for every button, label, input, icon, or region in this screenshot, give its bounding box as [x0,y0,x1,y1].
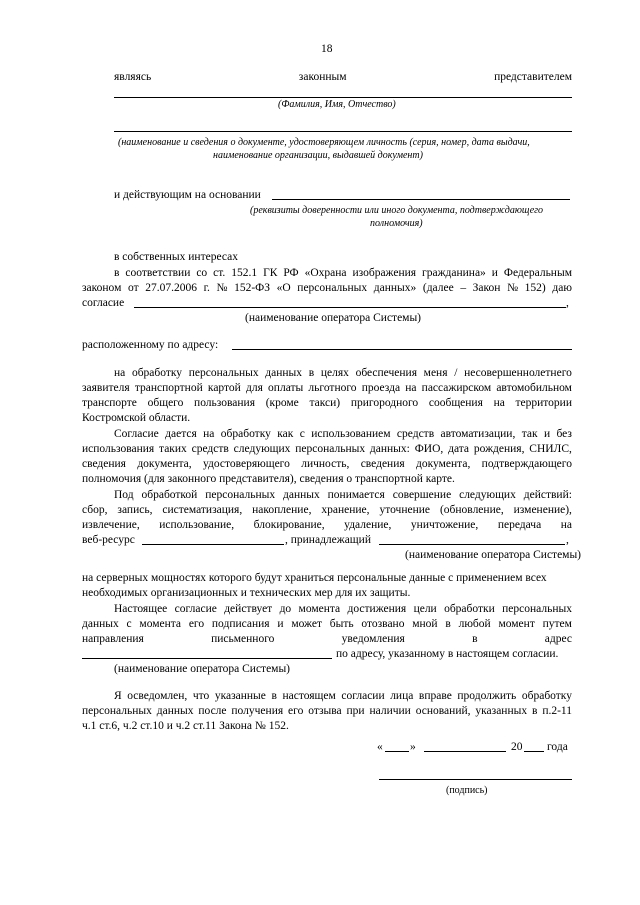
word: персональных [502,603,572,615]
word: обеспечения [355,367,417,379]
word: / [454,367,458,379]
word: документа, [416,458,471,470]
word: использования [82,443,155,455]
word: может [291,618,322,630]
word: сообщения [428,397,483,409]
word: гражданина» [422,267,486,279]
word: в [271,690,277,702]
word: г. [203,282,210,294]
word: передача [497,519,542,531]
word: личность, [301,458,350,470]
word: настоящем [282,690,336,702]
word: проезда [361,382,401,394]
word: осведомлен, [127,690,188,702]
consent-end: , [566,297,569,309]
address-line[interactable] [232,349,572,350]
word: согласии [341,690,385,702]
word: Федеральным [503,267,572,279]
date-day-line[interactable] [385,751,409,752]
word: указанных [475,705,528,717]
purpose-line-1 [114,366,572,380]
word: изменение), [513,504,572,516]
address-sent: по адресу, указанному в настоящем согласии. [336,648,559,660]
valid-line-1 [114,602,572,616]
processing-line-2 [82,503,572,517]
own-interests: в собственных интересах [114,251,238,263]
word: меня [423,367,448,379]
word: обработки [444,603,495,615]
page-number: 18 [321,43,333,55]
word: 27.07.2006 [145,282,197,294]
word: в [114,267,120,279]
word: 152-ФЗ [234,282,271,294]
word: подписания [211,618,270,630]
date-year-prefix: 20 [511,741,523,753]
word: уничтожение, [410,519,479,531]
word: блокирование, [253,519,325,531]
purpose-line-4: Костромской области. [82,412,191,424]
servers-line-1: на серверных мощностях которого будут храниться персональные данные с применением всех [82,572,547,584]
word: сведения [82,458,126,470]
word: использованием [311,428,391,440]
word: извлечение, [82,519,140,531]
informed-line-2 [82,704,572,718]
word: систематизация, [162,504,243,516]
address-label: расположенному по адресу: [82,339,219,351]
word: пассажирском [421,382,492,394]
word: для [245,382,263,394]
word: момента [298,603,341,615]
consent-line-1 [114,427,572,441]
webresource-label: веб-ресурс [82,534,135,546]
word: момент [498,618,535,630]
word: в [531,705,538,717]
word: данных: [369,443,410,455]
law-line-2 [82,281,572,295]
word: и [491,267,498,279]
word: заявителя [82,382,130,394]
operator-caption-3: (наименование оператора Системы) [114,663,291,675]
purpose-line-3 [82,396,572,410]
word: оснований, [415,705,471,717]
word: в [308,367,315,379]
word: персональных [82,705,152,717]
word: с [299,428,305,440]
word: уточнение [379,504,431,516]
word: адрес [544,633,572,645]
word: 152.1 [231,267,258,279]
word: законным [298,71,347,83]
word: наличии [369,705,411,717]
word: сведения [360,458,405,470]
date-year-suffix: года [547,741,568,753]
word: достижения [347,603,407,615]
operator-address-line[interactable] [82,658,332,659]
word: данных [265,367,303,379]
signature-line[interactable] [379,779,572,780]
law-line-1 [114,266,572,280]
word: оплаты [268,382,304,394]
fio-caption: (Фамилия, Имя, Отчество) [278,99,396,110]
operator-caption: (наименование оператора Системы) [245,312,422,324]
word: Настоящее [114,603,168,615]
word: документа, [137,458,192,470]
word: его [188,618,205,630]
servers-line-2: необходимых организационных и технических мер для их защиты. [82,587,411,599]
word: удаление, [344,519,392,531]
word: Согласие [114,428,159,440]
word: и [543,428,551,440]
word: даю [552,282,572,294]
word: быть [329,618,354,630]
webresource-line[interactable] [142,544,284,545]
word: следующих [459,489,516,501]
word: подтверждающего [481,458,572,470]
word: на [203,428,215,440]
word: Под [114,489,134,501]
word: Я [114,690,122,702]
word: на [493,397,505,409]
date-month-line[interactable] [424,751,506,752]
word: удостоверяющего [202,458,290,470]
word: с [126,618,132,630]
word: несовершеннолетнего [464,367,572,379]
informed-line-1 [114,689,572,703]
document-caption-1: (наименование и сведения о документе, удостоверяющем личность (серия, номер, дата выдачи, [118,137,530,148]
word: действий: [523,489,572,501]
word: данных» [373,282,417,294]
word: на [560,519,572,531]
word: совершение [392,489,452,501]
word: средств [191,443,229,455]
word: льготного [308,382,357,394]
operator-name-line[interactable] [134,307,566,308]
word: средств [396,428,435,440]
word: путем [542,618,572,630]
word: накопление, [252,504,312,516]
basis-line[interactable] [272,199,570,200]
word: в [472,633,478,645]
word: персональных [295,443,366,455]
processing-line-1 [114,488,572,502]
word: (далее [422,282,454,294]
word: являясь [114,71,152,83]
valid-line-2 [82,617,572,631]
word: законом [82,282,122,294]
word: изображения [352,267,417,279]
word: на [405,382,417,394]
word: обработку [131,367,183,379]
consent-line-2 [82,442,572,456]
document-line[interactable] [114,131,572,132]
word: отзыва [308,705,342,717]
word: персональных [297,282,368,294]
word: отозвано [361,618,405,630]
word: (кроме [265,397,299,409]
word: на [114,367,126,379]
word: персональных [205,489,276,501]
word: № [507,282,519,294]
word: п.2-11 [542,705,572,717]
word: Закон [472,282,501,294]
word: № [216,282,228,294]
word: территории [515,397,572,409]
word: указанные [214,690,266,702]
word: согласие [174,603,217,615]
word: общего [147,397,184,409]
word: обработку [220,428,271,440]
word: рождения, [473,443,525,455]
signature-caption: (подпись) [446,785,488,796]
word: дается [165,428,197,440]
word: обработкой [141,489,198,501]
word: хранение, [321,504,370,516]
word: пользования [194,397,255,409]
word: (обновление, [439,504,504,516]
word: запись, [117,504,153,516]
word: до [279,603,292,615]
webresource-owner-line[interactable] [379,544,565,545]
word: сбор, [82,504,108,516]
operator-caption-2: (наименование оператора Системы) [405,549,582,561]
date-close-quote: » [410,741,416,753]
informed-line-3: ч.1 ст.6, ч.2 ст.10 и ч.2 ст.11 Закона № 152. [82,720,289,732]
word: СНИЛС, [529,443,572,455]
word: при [346,705,365,717]
word: вправе [418,690,452,702]
word: дата [448,443,470,455]
word: РФ [283,267,299,279]
word: персональных [188,367,259,379]
word: пригородного [350,397,419,409]
word: транспортной [134,382,203,394]
word: что [192,690,210,702]
word: данных [82,618,119,630]
word: его [288,705,304,717]
word: ГК [263,267,278,279]
word: таких [159,443,187,455]
purpose-line-2 [82,381,572,395]
document-caption-2: наименование организации, выдавшей документ) [213,150,423,161]
consent-label: согласие [82,297,125,309]
word: представителем [494,71,572,83]
word: картой [207,382,241,394]
webresource-end: , [566,534,569,546]
word: продолжить [457,690,517,702]
word: обработку [521,690,572,702]
word: автоматизации, [440,428,516,440]
word: направления [82,633,144,645]
basis-caption-1: (реквизиты доверенности или иного документа, подтверждающего [250,205,544,216]
word: любой [458,618,491,630]
word: мной [412,618,438,630]
valid-line-3 [82,632,572,646]
word: после [198,705,227,717]
word: следующих [233,443,291,455]
word: ФИО, [414,443,444,455]
word: транспорте [82,397,137,409]
word: целях [320,367,349,379]
date-open-quote: « [377,741,383,753]
word: момента [139,618,182,630]
word: без [556,428,572,440]
word: автомобильном [496,382,572,394]
word: использование, [159,519,235,531]
basis-caption-2: полномочия) [370,218,423,229]
word: и [277,618,284,630]
word: соответствии [125,267,191,279]
date-year-line[interactable] [524,751,544,752]
consent-line-4: полномочия (для законного представителя), сведения о транспортной карте. [82,473,455,485]
word: такси) [309,397,341,409]
header-line [114,70,572,84]
word: цели [413,603,437,615]
word: «О [276,282,291,294]
word: действует [224,603,273,615]
word: «Охрана [304,267,347,279]
word: ст. [213,267,226,279]
word: – [460,282,467,294]
word: понимается [327,489,385,501]
word: в [445,618,451,630]
word: получения [231,705,284,717]
basis-label: и действующим на основании [114,189,261,201]
processing-line-3 [82,518,572,532]
word: со [196,267,208,279]
word: данных [156,705,194,717]
word: так [521,428,538,440]
word: письменного [211,633,275,645]
word: как [277,428,294,440]
word: уведомления [341,633,405,645]
word: лица [390,690,414,702]
consent-line-3 [82,457,572,471]
word: 152) [524,282,546,294]
word: от [127,282,139,294]
word: данных [282,489,320,501]
belongs-label: , принадлежащий [285,534,371,546]
